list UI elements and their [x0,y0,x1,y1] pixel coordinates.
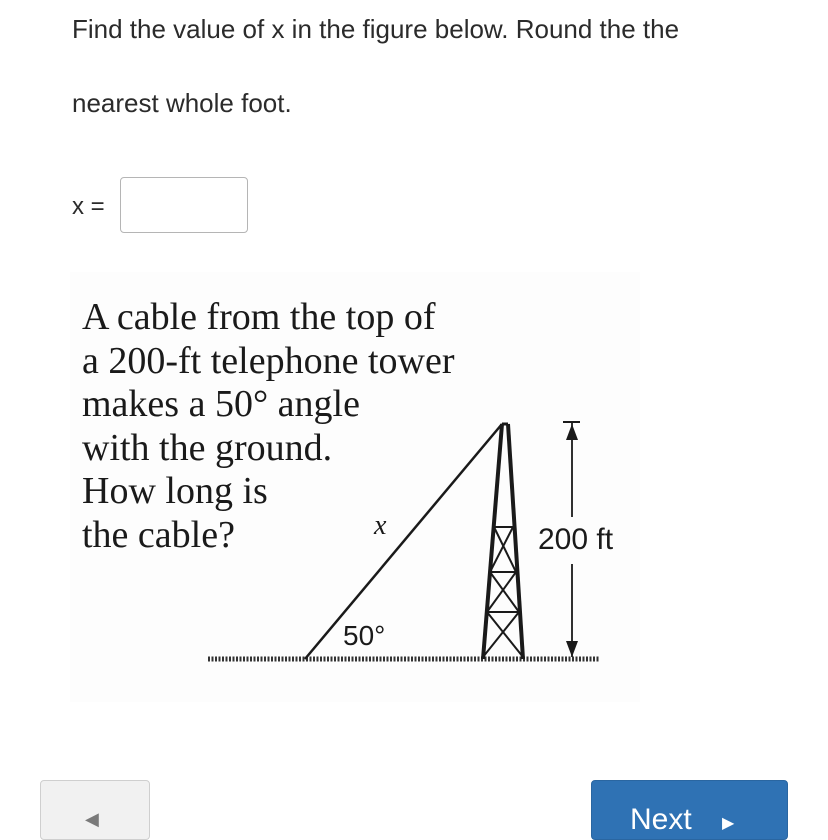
previous-button[interactable] [40,780,150,840]
problem-line: How long is [82,470,268,512]
height-label: 200 ft [538,523,614,556]
problem-line: makes a 50° angle [82,383,360,425]
angle-label: 50° [343,620,386,651]
question-text-line-2: nearest whole foot. [72,88,292,118]
problem-line: the cable? [82,513,235,556]
answer-input[interactable] [120,177,248,233]
right-triangle-icon: ▶ [722,815,735,832]
cable-line [305,424,502,659]
next-button-label: Next [630,803,692,836]
question-text-line-1: Find the value of x in the figure below. Round the the [72,14,680,44]
problem-figure [70,272,640,702]
tower-diagram [70,272,640,702]
cable-label: x [374,510,387,541]
next-button[interactable] [591,780,788,840]
tower [483,424,523,659]
problem-line: a 200-ft telephone tower [82,339,455,382]
answer-label: x = [72,193,105,220]
problem-line: A cable from the top of [82,296,436,338]
left-triangle-icon: ◀ [85,809,99,829]
problem-line: with the ground. [82,426,333,469]
